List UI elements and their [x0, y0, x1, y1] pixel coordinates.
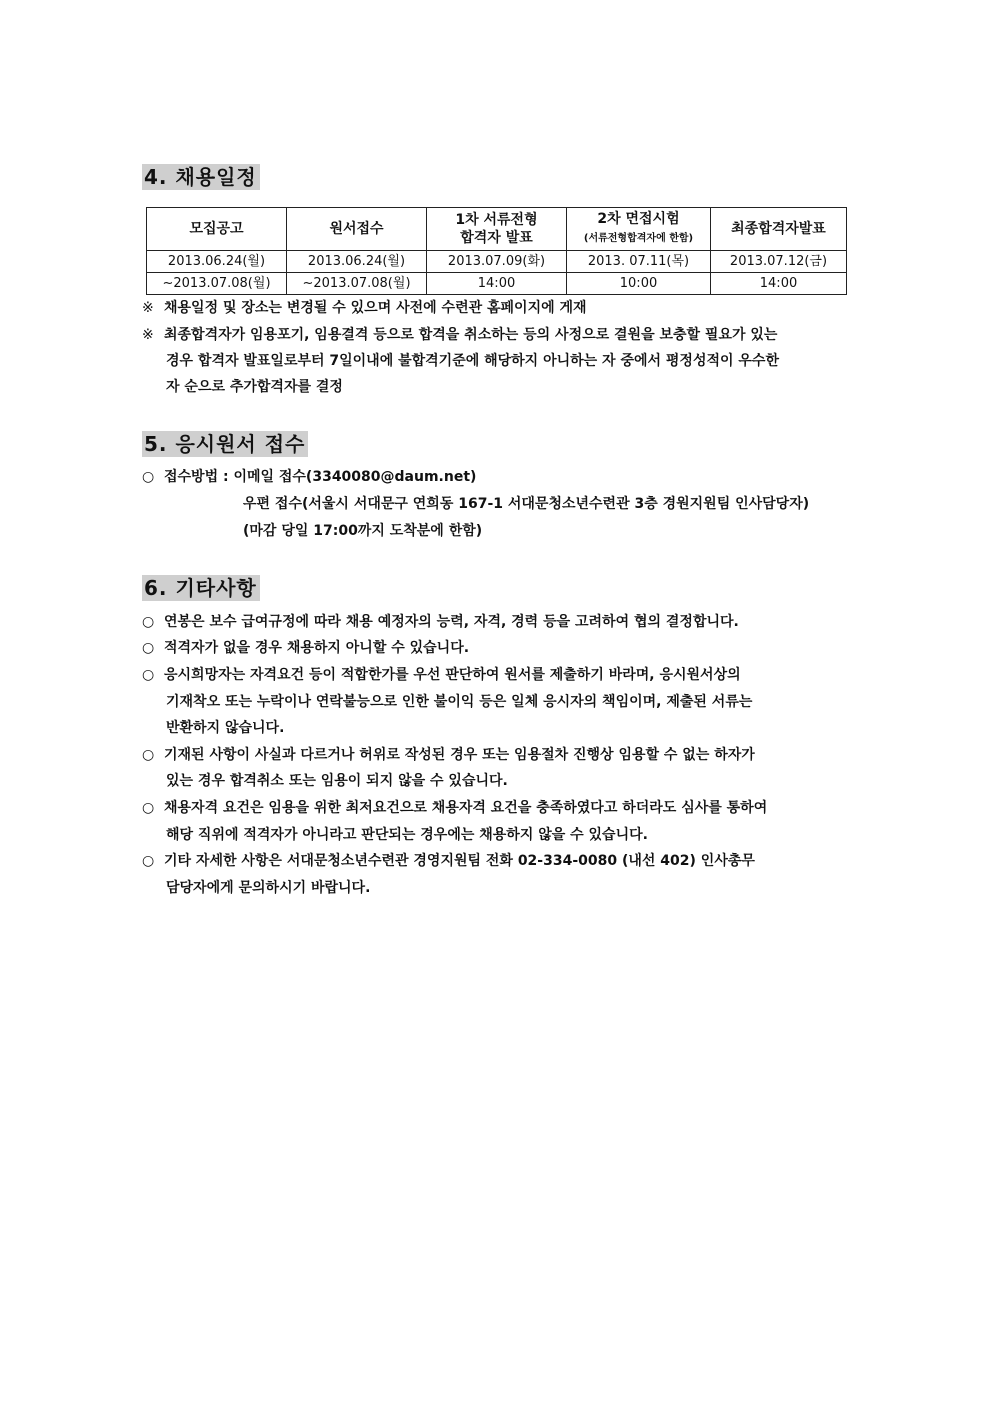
table-cell: 2013.07.09(화): [427, 251, 567, 273]
table-cell: 2013.06.24(월): [147, 251, 287, 273]
header-cell: 모집공고: [147, 208, 287, 251]
circle-bullet-icon: ○: [142, 614, 155, 630]
table-cell: ~2013.07.08(월): [287, 273, 427, 295]
list-item: ○ 기재된 사항이 사실과 다르거나 허위로 작성된 경우 또는 임용절차 진행상 임용할 수 없는 하자가: [142, 747, 755, 763]
list-item: ○ 응시희망자는 자격요건 등이 적합한가를 우선 판단하여 원서를 제출하기 바라며, 응시원서상의: [142, 667, 741, 683]
submission-deadline: (마감 당일 17:00까지 도착분에 한함): [243, 523, 483, 539]
circle-bullet-icon: ○: [142, 640, 155, 656]
note-1: ※ 채용일정 및 장소는 변경될 수 있으며 사전에 수련관 홈페이지에 게재: [142, 300, 587, 316]
schedule-header-row: [147, 208, 847, 251]
reference-mark-icon: ※: [142, 300, 154, 316]
section-4-heading: 4. 채용일정: [142, 164, 260, 190]
note-2-continued: 자 순으로 추가합격자를 결정: [166, 379, 343, 395]
table-cell: ~2013.07.08(월): [147, 273, 287, 295]
note-2: ※ 최종합격자가 임용포기, 임용결격 등으로 합격을 취소하는 등의 사정으로 결원을 보충할 필요가 있는: [142, 327, 778, 343]
section-6-heading: 6. 기타사항: [142, 575, 260, 601]
section-5-heading: 5. 응시원서 접수: [142, 431, 308, 457]
submission-method: ○ 접수방법 : 이메일 접수(3340080@daum.net): [142, 469, 477, 485]
circle-bullet-icon: ○: [142, 800, 155, 816]
circle-bullet-icon: ○: [142, 747, 155, 763]
table-cell: 14:00: [711, 273, 847, 295]
schedule-row: [147, 251, 847, 273]
header-cell: 2차 면접시험 (서류전형합격자에 한함): [567, 208, 711, 251]
header-cell: 최종합격자발표: [711, 208, 847, 251]
circle-bullet-icon: ○: [142, 667, 155, 683]
table-cell: 2013. 07.11(목): [567, 251, 711, 273]
table-cell: 2013.06.24(월): [287, 251, 427, 273]
header-cell: 1차 서류전형 합격자 발표: [427, 208, 567, 251]
schedule-row: [147, 273, 847, 295]
schedule-table: [146, 207, 847, 295]
circle-bullet-icon: ○: [142, 469, 155, 485]
list-item-continued: 반환하지 않습니다.: [166, 720, 285, 736]
list-item: ○ 적격자가 없을 경우 채용하지 아니할 수 있습니다.: [142, 640, 470, 656]
list-item-continued: 기재착오 또는 누락이나 연락불능으로 인한 불이익 등은 일체 응시자의 책임이며, 제출된 서류는: [166, 694, 753, 710]
table-cell: 14:00: [427, 273, 567, 295]
submission-mail: 우편 접수(서울시 서대문구 연희동 167-1 서대문청소년수련관 3층 경원지원팀 인사담당자): [243, 496, 810, 512]
list-item-continued: 있는 경우 합격취소 또는 임용이 되지 않을 수 있습니다.: [166, 773, 508, 789]
table-cell: 10:00: [567, 273, 711, 295]
table-cell: 2013.07.12(금): [711, 251, 847, 273]
header-cell: 원서접수: [287, 208, 427, 251]
list-item-continued: 해당 직위에 적격자가 아니라고 판단되는 경우에는 채용하지 않을 수 있습니다.: [166, 827, 648, 843]
list-item: ○ 연봉은 보수 급여규정에 따라 채용 예정자의 능력, 자격, 경력 등을 고려하여 협의 결정합니다.: [142, 614, 739, 630]
note-2-continued: 경우 합격자 발표일로부터 7일이내에 불합격기준에 해당하지 아니하는 자 중에서 평정성적이 우수한: [166, 353, 779, 369]
list-item: ○ 채용자격 요건은 임용을 위한 최저요건으로 채용자격 요건을 충족하였다고 하더라도 심사를 통하여: [142, 800, 768, 816]
list-item: ○ 기타 자세한 사항은 서대문청소년수련관 경영지원팀 전화 02-334-0080 (내선 402) 인사총무: [142, 853, 755, 869]
circle-bullet-icon: ○: [142, 853, 155, 869]
list-item-continued: 담당자에게 문의하시기 바랍니다.: [166, 880, 371, 896]
reference-mark-icon: ※: [142, 327, 154, 343]
